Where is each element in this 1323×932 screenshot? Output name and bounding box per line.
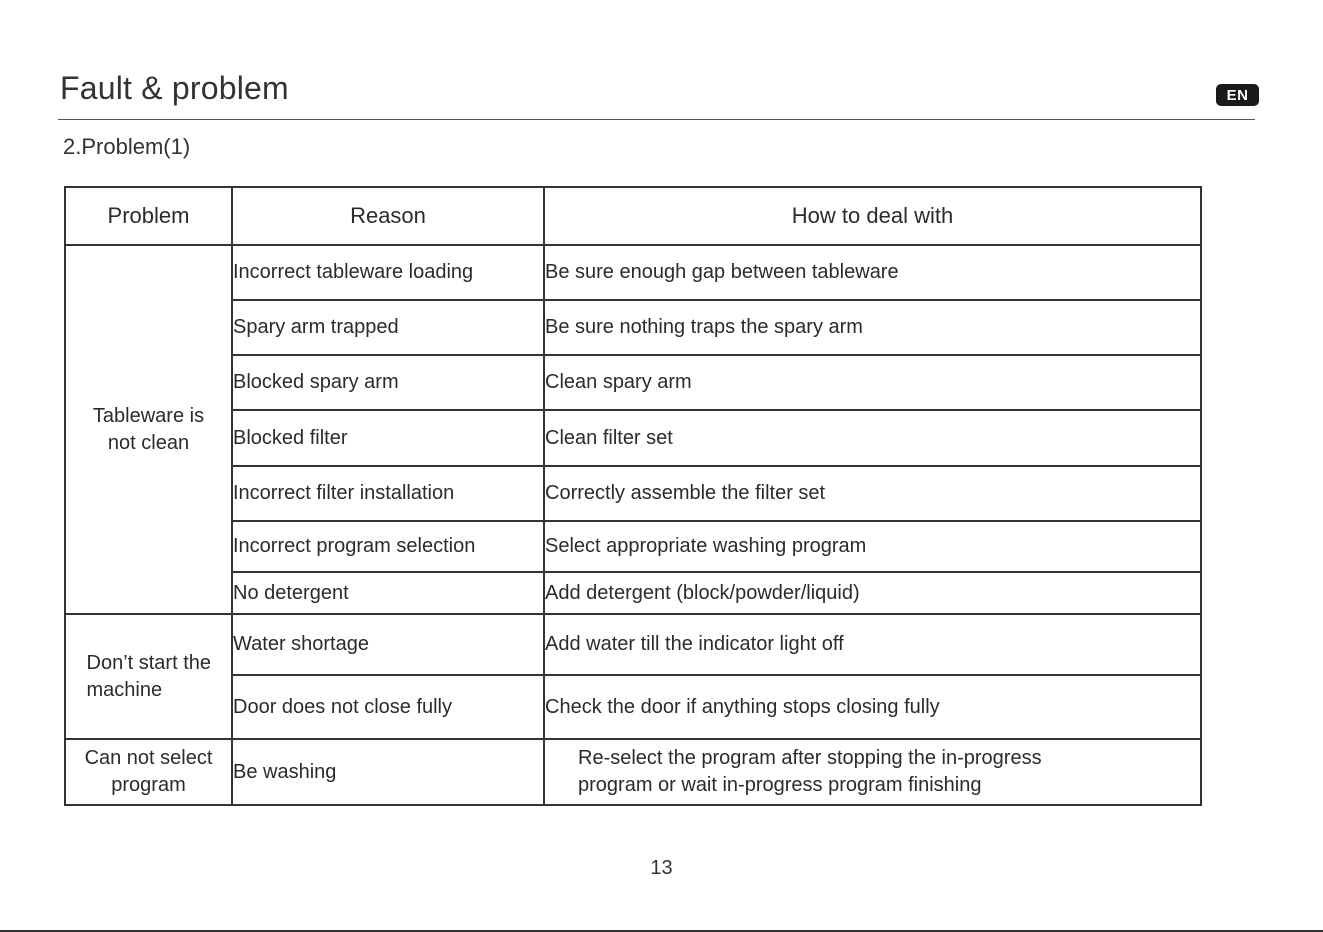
table-row bbox=[65, 572, 1201, 614]
column-header-reason: Reason bbox=[232, 187, 544, 245]
problem-cell bbox=[65, 614, 232, 739]
action-cell: Be sure enough gap between tableware bbox=[544, 245, 1201, 300]
table-row bbox=[65, 521, 1201, 572]
problem-cell bbox=[65, 739, 232, 805]
table-row bbox=[65, 355, 1201, 410]
action-cell: Select appropriate washing program bbox=[544, 521, 1201, 572]
page-number: 13 bbox=[650, 857, 673, 879]
language-badge: EN bbox=[1216, 84, 1259, 106]
problem-cell bbox=[65, 245, 232, 614]
action-cell: Correctly assemble the filter set bbox=[544, 466, 1201, 521]
column-header-action: How to deal with bbox=[544, 187, 1201, 245]
reason-cell: Incorrect filter installation bbox=[232, 466, 544, 521]
table-row bbox=[65, 614, 1201, 675]
action-text: Re-select the program after stopping the in-progress program or wait in-progress program finishing bbox=[578, 747, 1042, 796]
troubleshooting-table bbox=[64, 186, 1202, 806]
reason-cell: Incorrect program selection bbox=[232, 521, 544, 572]
action-cell bbox=[544, 739, 1201, 805]
action-cell: Clean filter set bbox=[544, 410, 1201, 466]
reason-cell: Blocked spary arm bbox=[232, 355, 544, 410]
section-subtitle: 2.Problem(1) bbox=[63, 134, 191, 159]
reason-cell: Water shortage bbox=[232, 614, 544, 675]
problem-label: Don’t start the machine bbox=[86, 651, 212, 701]
reason-cell: Be washing bbox=[232, 739, 544, 805]
action-cell: Add water till the indicator light off bbox=[544, 614, 1201, 675]
column-header-problem: Problem bbox=[65, 187, 232, 245]
table-header-row bbox=[65, 187, 1201, 245]
reason-cell: No detergent bbox=[232, 572, 544, 614]
table-row bbox=[65, 245, 1201, 300]
reason-cell: Spary arm trapped bbox=[232, 300, 544, 355]
action-cell: Be sure nothing traps the spary arm bbox=[544, 300, 1201, 355]
title-divider bbox=[58, 119, 1255, 120]
table-row bbox=[65, 466, 1201, 521]
problem-label: Tableware is not clean bbox=[92, 404, 205, 454]
page-title: Fault & problem bbox=[60, 70, 289, 106]
action-cell: Clean spary arm bbox=[544, 355, 1201, 410]
action-cell: Add detergent (block/powder/liquid) bbox=[544, 572, 1201, 614]
problem-label: Can not select program bbox=[84, 747, 213, 796]
table-row bbox=[65, 410, 1201, 466]
action-cell: Check the door if anything stops closing fully bbox=[544, 675, 1201, 739]
table-row bbox=[65, 739, 1201, 805]
table-row bbox=[65, 300, 1201, 355]
table-row bbox=[65, 675, 1201, 739]
reason-cell: Door does not close fully bbox=[232, 675, 544, 739]
reason-cell: Blocked filter bbox=[232, 410, 544, 466]
reason-cell: Incorrect tableware loading bbox=[232, 245, 544, 300]
